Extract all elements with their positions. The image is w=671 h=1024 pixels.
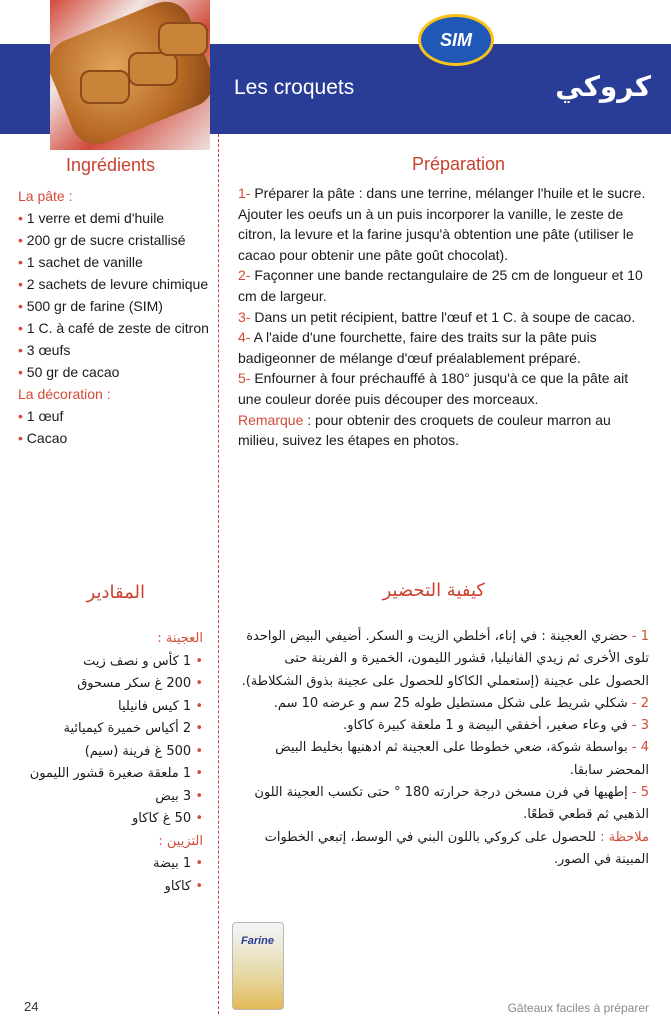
step-number: 4 - xyxy=(631,740,649,756)
recipe-title-ar: كروكي xyxy=(555,70,651,103)
step-2-ar xyxy=(237,693,649,715)
step-number: 5 - xyxy=(631,785,649,801)
step-4-fr xyxy=(238,327,648,368)
list-item: • 1 C. à café de zeste de citron xyxy=(18,317,213,339)
list-item: • 500 غ فرينة (سيم) xyxy=(13,741,203,764)
page-number: 24 xyxy=(24,999,39,1014)
list-item: • 1 verre et demi d'huile xyxy=(18,207,213,229)
remark-label: Remarque xyxy=(238,411,304,428)
step-1-ar xyxy=(237,626,649,693)
step-text: Façonner une bande rectangulaire de 25 cm de longueur et 10 cm de largeur. xyxy=(238,267,643,304)
ingredients-heading-fr: Ingrédients xyxy=(66,155,156,175)
list-item: • 200 غ سكر مسحوق xyxy=(13,673,203,696)
list-item: • 50 غ كاكاو xyxy=(13,808,203,831)
list-item: • 1 كيس فانيليا xyxy=(13,696,203,719)
step-number: 2 - xyxy=(631,695,649,711)
step-text: شكلي شريط على شكل مستطيل طوله 25 سم و عرضه 10 سم. xyxy=(273,695,632,711)
step-text: Dans un petit récipient, battre l'œuf et 1 C. à soupe de cacao. xyxy=(250,308,636,325)
step-number: 3 - xyxy=(631,718,649,734)
column-divider xyxy=(218,134,219,1014)
step-number: 1- xyxy=(238,185,251,201)
step-2-fr xyxy=(238,265,648,306)
step-number: 4- xyxy=(238,329,251,346)
list-item: • 1 كأس و نصف زيت xyxy=(13,651,203,674)
sim-logo xyxy=(418,14,494,66)
pate-label-ar: العجينة : xyxy=(157,631,203,646)
cake-slice xyxy=(128,52,178,86)
list-item: • 3 بيض xyxy=(13,786,203,809)
preparation-heading-ar: كيفية التحضير xyxy=(382,580,485,601)
step-text: A l'aide d'une fourchette, faire des traits sur la pâte puis badigeonner de mélange d'œuf préalablement préparé. xyxy=(238,329,597,366)
list-item: • 1 بيضة xyxy=(13,853,203,876)
list-item: • كاكاو xyxy=(13,876,203,899)
pate-label-fr: La pâte : xyxy=(18,188,73,204)
remark-fr xyxy=(238,410,648,451)
step-text: Préparer la pâte : dans une terrine, mélanger l'huile et le sucre. Ajouter les oeufs un à un puis incorporer la vanille, le zeste de citron, la levure et la farine jusqu'à obtention une pâte (utiliser le cacao pour obtenir une pâte goût chocolat). xyxy=(238,185,646,263)
preparation-heading-fr: Préparation xyxy=(412,154,506,174)
step-5-fr xyxy=(238,368,648,409)
logo-text: SIM xyxy=(439,29,472,50)
step-number: 5- xyxy=(238,370,251,387)
list-item: • 50 gr de cacao xyxy=(18,361,213,383)
list-item: • 1 ملعقة صغيرة قشور الليمون xyxy=(13,763,203,786)
step-5-ar xyxy=(237,782,649,827)
croquets-photo xyxy=(50,0,210,150)
step-number: 3- xyxy=(238,308,251,325)
remark-ar xyxy=(237,827,649,872)
list-item: • 200 gr de sucre cristallisé xyxy=(18,229,213,251)
step-3-ar xyxy=(237,715,649,737)
list-item: • 2 sachets de levure chimique xyxy=(18,273,213,295)
list-item: • 2 أكياس خميرة كيميائية xyxy=(13,718,203,741)
list-item: • 500 gr de farine (SIM) xyxy=(18,295,213,317)
step-3-fr xyxy=(238,307,648,328)
preparation-steps-ar xyxy=(237,626,649,871)
step-text: Enfourner à four préchauffé à 180° jusqu'à ce que la pâte ait une couleur dorée puis découper des morceaux. xyxy=(238,370,629,407)
decoration-label-ar: التزيين : xyxy=(158,833,203,849)
step-1-fr xyxy=(238,183,648,265)
book-title: Gâteaux faciles à préparer xyxy=(507,1001,649,1015)
list-item: • 1 sachet de vanille xyxy=(18,251,213,273)
step-text: في وعاء صغير، أخفقي البيضة و 1 ملعقة كبيرة كاكاو. xyxy=(343,718,632,734)
remark-text: : pour obtenir des croquets de couleur marron au milieu, suivez les étapes en photos. xyxy=(238,411,611,449)
decoration-label-fr: La décoration : xyxy=(18,386,111,402)
step-4-ar xyxy=(237,737,649,782)
cake-slice xyxy=(80,70,130,104)
list-item: • Cacao xyxy=(18,427,213,449)
preparation-steps-fr xyxy=(238,183,648,451)
ingredients-list-fr xyxy=(18,185,213,449)
step-number: 2- xyxy=(238,267,251,284)
list-item: • 3 œufs xyxy=(18,339,213,361)
recipe-title-fr: Les croquets xyxy=(234,76,355,99)
list-item: • 1 œuf xyxy=(18,405,213,427)
cake-slice xyxy=(158,22,208,56)
step-text: إطهيها في فرن مسخن درجة حرارته 180 ° حتى تكسب العجينة اللون الذهبي ثم قطعي قطعًا. xyxy=(254,785,649,823)
ingredients-list-ar xyxy=(13,628,203,898)
step-number: 1 - xyxy=(631,629,649,644)
flour-brand-text: Farine xyxy=(241,935,275,947)
flour-package-image xyxy=(232,922,284,1010)
step-text: بواسطة شوكة، ضعي خطوطا على العجينة ثم ادهنيها بخليط البيض المحضر سابقا. xyxy=(275,740,649,778)
ingredients-heading-ar: المقادير xyxy=(86,582,145,603)
remark-label: ملاحظة : xyxy=(600,829,649,845)
step-text: حضري العجينة : في إناء، أخلطي الزيت و السكر. أضيفي البيض الواحدة تلوى الأخرى ثم زيدي الفانيليا، قشور الليمون، الخميرة و الفرينة حتى الحصول على عجينة (إستعملي الكاكاو للحصول على عجينة بذوق الشكلاطة). xyxy=(241,629,649,689)
remark-text: للحصول على كروكي باللون البني في الوسط، إتبعي الخطوات المبينة في الصور. xyxy=(264,829,649,867)
